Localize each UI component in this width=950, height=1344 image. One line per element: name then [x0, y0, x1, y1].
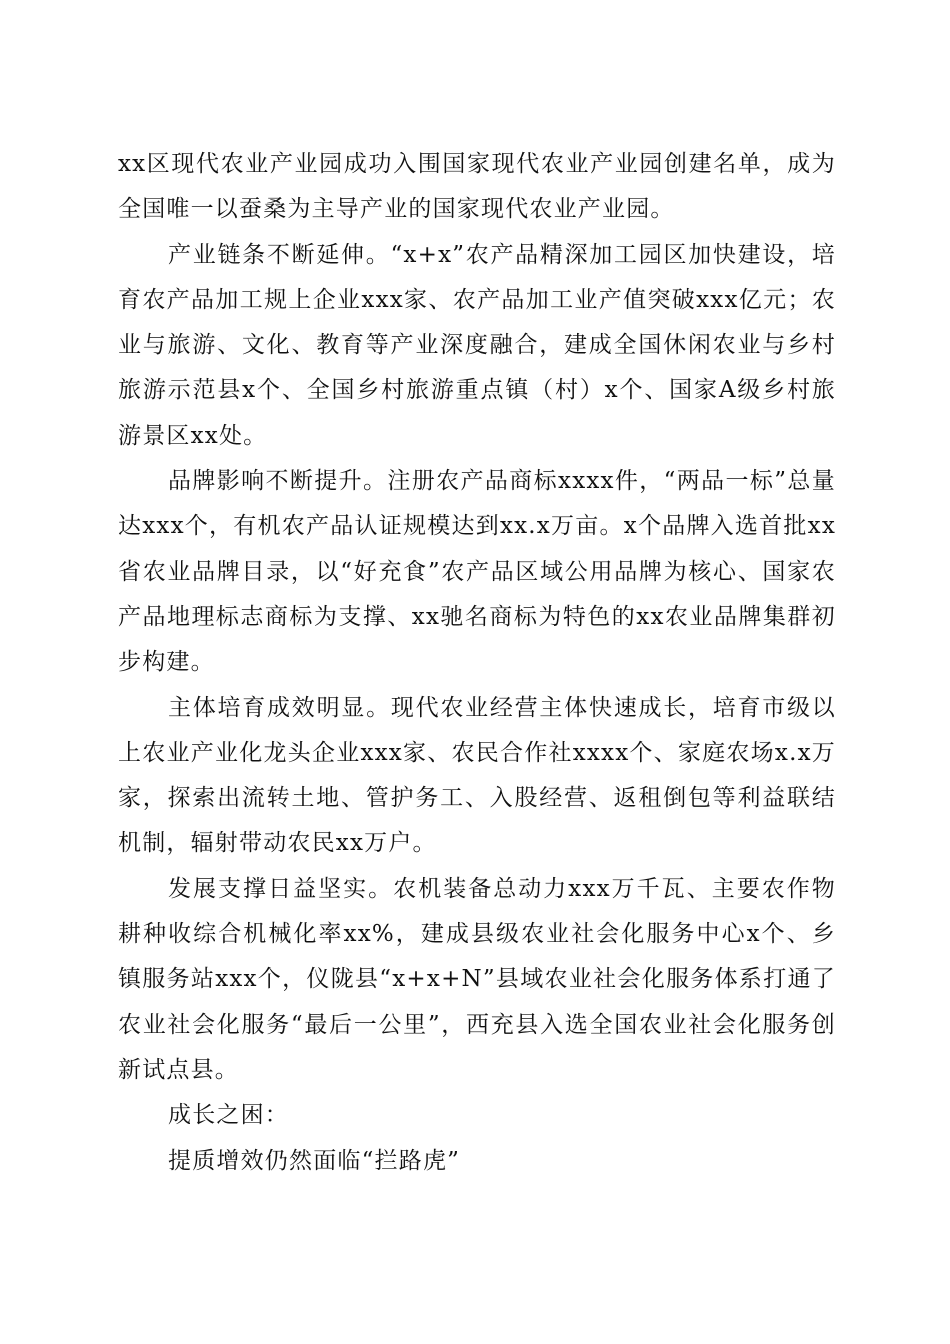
- paragraph-development-support: 发展支撑日益坚实。农机装备总动力xxx万千瓦、主要农作物耕种收综合机械化率xx%，建成县级农业社会化服务中心x个、乡镇服务站xxx个，仪陇县“x+x+N”县域农业社会化服务体系打通了农业社会化服务“最后一公里”，西充县入选全国农业社会化服务创新试点县。: [118, 875, 836, 1083]
- paragraph-brand-influence: 品牌影响不断提升。注册农产品商标xxxx件，“两品一标”总量达xxx个，有机农产品认证规模达到xx.x万亩。x个品牌入选首批xx省农业品牌目录，以“好充食”农产品区域公用品牌为核心、国家农产品地理标志商标为支撑、xx驰名商标为特色的xx农业品牌集群初步构建。: [118, 468, 836, 676]
- paragraph-industry-chain: 产业链条不断延伸。“x+x”农产品精深加工园区加快建设，培育农产品加工规上企业xxx家、农产品加工业产值突破xxx亿元；农业与旅游、文化、教育等产业深度融合，建成全国休闲农业与乡村旅游示范县x个、全国乡村旅游重点镇（村）x个、国家A级乡村旅游景区xx处。: [118, 241, 836, 449]
- paragraph-continuation: xx区现代农业产业园成功入围国家现代农业产业园创建名单，成为全国唯一以蚕桑为主导产业的国家现代农业产业园。: [118, 151, 836, 223]
- section-heading: 成长之困：: [168, 1102, 289, 1129]
- subsection-heading: 提质增效仍然面临“拦路虎”: [168, 1147, 461, 1174]
- paragraph-entity-cultivation: 主体培育成效明显。现代农业经营主体快速成长，培育市级以上农业产业化龙头企业xxx家、农民合作社xxxx个、家庭农场x.x万家，探索出流转土地、管护务工、入股经营、返租倒包等利益联结机制，辐射带动农民xx万户。: [118, 694, 836, 857]
- document-body: [118, 142, 836, 1184]
